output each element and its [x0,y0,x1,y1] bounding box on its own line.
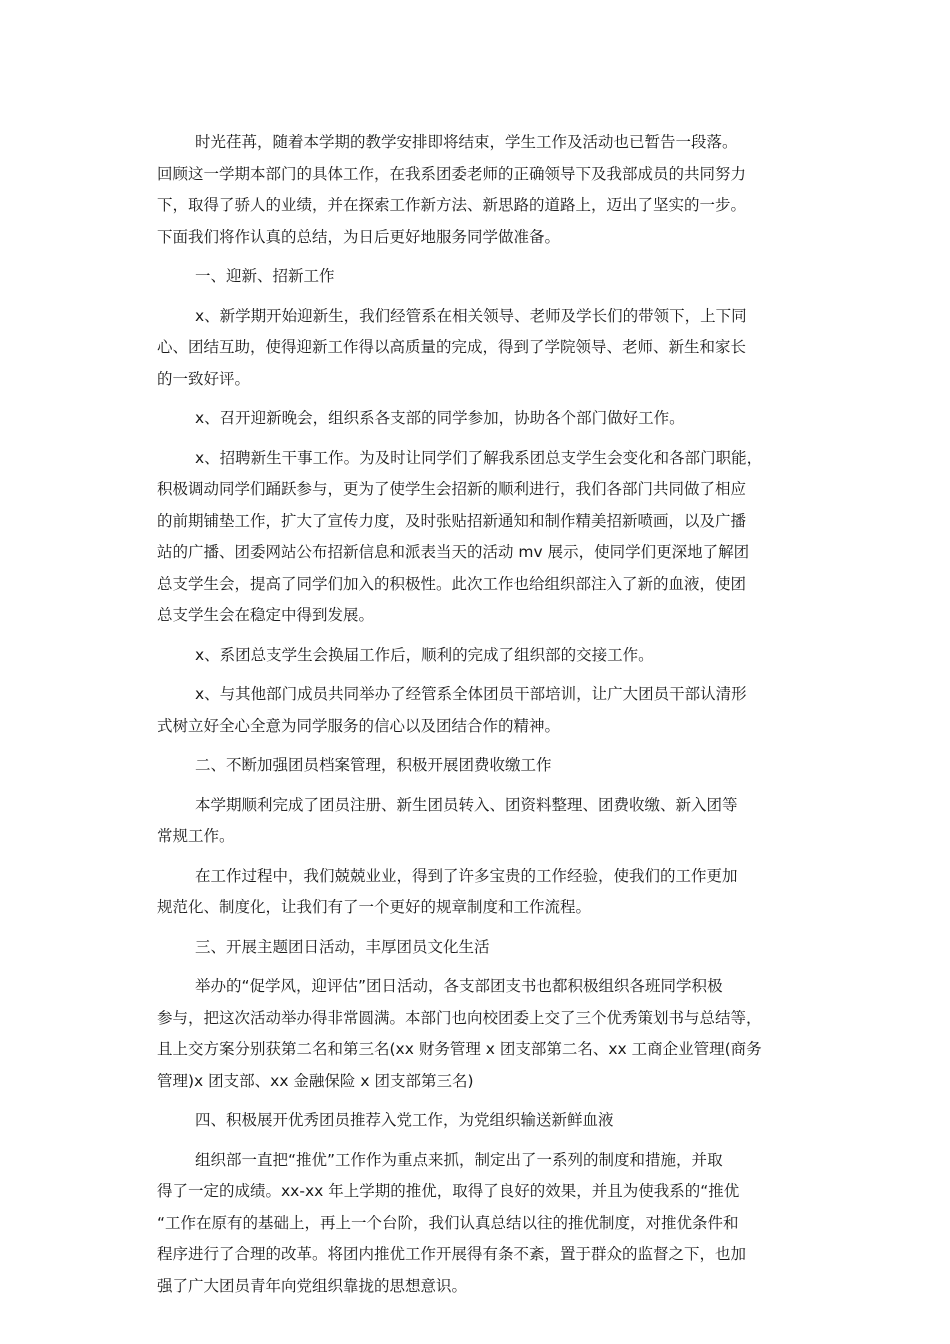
paragraph-line: 的前期铺垫工作，扩大了宣传力度，及时张贴招新通知和制作精美招新喷画，以及广播 [157,511,747,530]
paragraph-line: 且上交方案分别获第二名和第三名(xx 财务管理 x 团支部第二名、xx 工商企业管理(商务 [157,1040,762,1058]
heading-text: 二、不断加强团员档案管理，积极开展团费收缴工作 [195,756,552,774]
paragraph-line: 下，取得了骄人的业绩，并在探索工作新方法、新思路的道路上，迈出了坚实的一步。 [157,196,747,214]
paragraph-line: 在工作过程中，我们兢兢业业，得到了许多宝贵的工作经验，使我们的工作更加 [195,866,738,885]
paragraph-line: 的一致好评。 [157,369,251,388]
body-paragraph [157,640,799,672]
paragraph-line: 规范化、制度化，让我们有了一个更好的规章制度和工作流程。 [157,898,592,916]
body-paragraph [157,443,799,632]
paragraph-line: 积极调动同学们踊跃参与，更为了使学生会招新的顺利进行，我们各部门共同做了相应 [157,480,747,498]
paragraph-line: x、系团总支学生会换届工作后，顺利的完成了组织部的交接工作。 [195,645,654,664]
document-body [157,127,799,1310]
paragraph-line: 强了广大团员青年向党组织靠拢的思想意识。 [157,1276,468,1295]
section-heading [157,1105,799,1137]
body-paragraph [157,861,799,924]
paragraph-line: x、与其他部门成员共同举办了经管系全体团员干部培训，让广大团员干部认清形 [195,685,747,703]
paragraph-line: 程序进行了合理的改革。将团内推优工作开展得有条不紊，置于群众的监督之下，也加 [157,1245,747,1263]
paragraph-line: 总支学生会，提高了同学们加入的积极性。此次工作也给组织部注入了新的血液，使团 [157,574,747,593]
paragraph-line: 组织部一直把“推优”工作作为重点来抓，制定出了一系列的制度和措施，并取 [195,1150,723,1169]
paragraph-line: 站的广播、团委网站公布招新信息和派表当天的活动 mv 展示，使同学们更深地了解团 [157,543,750,561]
paragraph-line: 心、团结互助，使得迎新工作得以高质量的完成，得到了学院领导、老师、新生和家长 [157,338,747,356]
heading-text: 三、开展主题团日活动，丰厚团员文化生活 [195,937,490,956]
section-heading [157,932,799,964]
paragraph-line: x、召开迎新晚会，组织系各支部的同学参加，协助各个部门做好工作。 [195,409,685,427]
body-paragraph [157,301,799,396]
paragraph-line: 本学期顺利完成了团员注册、新生团员转入、团资料整理、团费收缴、新入团等 [195,795,738,814]
section-heading [157,750,799,782]
body-paragraph [157,790,799,853]
heading-text: 一、迎新、招新工作 [195,267,335,285]
body-paragraph [157,971,799,1097]
paragraph-line: “工作在原有的基础上，再上一个台阶，我们认真总结以往的推优制度，对推优条件和 [157,1213,739,1232]
body-paragraph [157,403,799,435]
paragraph-line: 得了一定的成绩。xx-xx 年上学期的推优，取得了良好的效果，并且为使我系的“推优 [157,1182,740,1200]
paragraph-line: 总支学生会在稳定中得到发展。 [157,606,375,624]
paragraph-line: 时光荏苒，随着本学期的教学安排即将结束，学生工作及活动也已暂告一段落。 [195,133,738,151]
body-paragraph [157,1145,799,1303]
heading-text: 四、积极展开优秀团员推荐入党工作，为党组织输送新鲜血液 [195,1111,614,1129]
paragraph-line: 下面我们将作认真的总结，为日后更好地服务同学做准备。 [157,227,561,246]
paragraph-line: 举办的“促学风，迎评估”团日活动，各支部团支书也都积极组织各班同学积极 [195,977,723,995]
body-paragraph [157,127,799,253]
paragraph-line: 常规工作。 [157,827,235,845]
paragraph-line: x、新学期开始迎新生，我们经管系在相关领导、老师及学长们的带领下，上下同 [195,306,747,325]
body-paragraph [157,679,799,742]
paragraph-line: 式树立好全心全意为同学服务的信心以及团结合作的精神。 [157,716,561,735]
paragraph-line: 参与，把这次活动举办得非常圆满。本部门也向校团委上交了三个优秀策划书与总结等， [157,1008,762,1027]
paragraph-line: 回顾这一学期本部门的具体工作，在我系团委老师的正确领导下及我部成员的共同努力 [157,164,747,183]
section-heading [157,261,799,293]
paragraph-line: x、招聘新生干事工作。为及时让同学们了解我系团总支学生会变化和各部门职能， [195,448,763,467]
paragraph-line: 管理)x 团支部、xx 金融保险 x 团支部第三名) [157,1071,474,1090]
